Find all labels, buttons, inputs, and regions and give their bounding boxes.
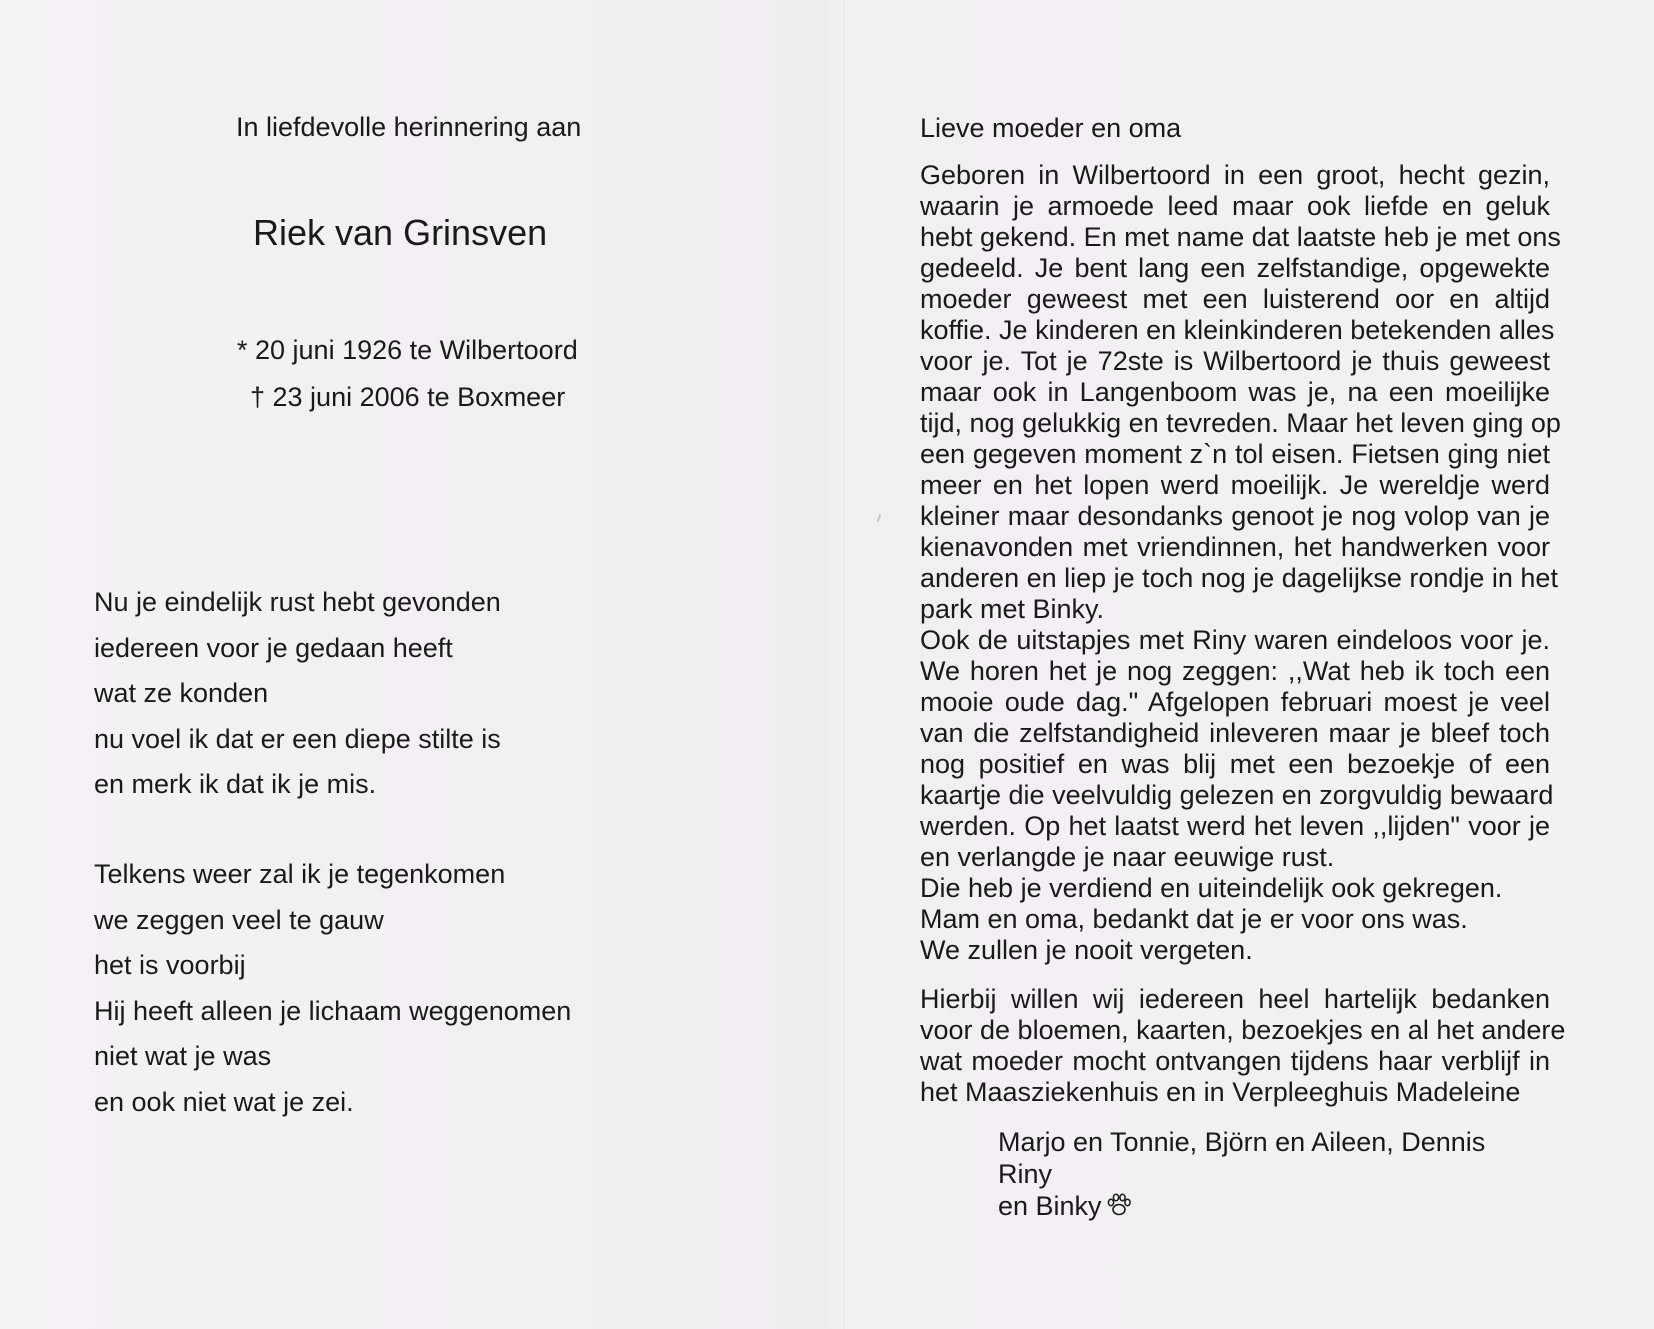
letter-line: nog positief en was blij met een bezoekje of een [920,749,1550,779]
poem-line: Nu je eindelijk rust hebt gevonden [94,587,501,617]
thanks-line: wat moeder mocht ontvangen tijdens haar verblijf in [920,1046,1550,1076]
paw-print-icon [1106,1192,1132,1218]
poem-line: het is voorbij [94,950,246,980]
letter-line: We zullen je nooit vergeten. [920,935,1253,965]
deceased-name: Riek van Grinsven [253,212,548,253]
death-date: † 23 juni 2006 te Boxmeer [250,382,566,412]
poem-line: en ook niet wat je zei. [94,1086,354,1117]
letter-line: kleiner maar desondanks genoot je nog volop van je [920,501,1550,531]
letter-line: park met Binky. [920,594,1105,624]
letter-line: een gegeven moment z`n tol eisen. Fietsen ging niet [920,439,1550,469]
thanks-line: voor de bloemen, kaarten, bezoekjes en al het andere [920,1015,1566,1045]
birth-date: * 20 juni 1926 te Wilbertoord [237,335,578,365]
letter-line: mooie oude dag." Afgelopen februari moest je veel [920,687,1550,717]
letter-body [920,160,1561,966]
letter-line: tijd, nog gelukkig en tevreden. Maar het leven ging op [920,408,1561,438]
letter-line: We horen het je nog zeggen: ,,Wat heb ik toch een [920,656,1550,686]
poem-stanza-2 [94,852,571,1125]
thanks-paragraph [920,984,1566,1108]
letter-line: Geboren in Wilbertoord in een groot, hecht gezin, [920,160,1550,190]
right-panel [845,0,1654,1329]
poem-line: Hij heeft alleen je lichaam weggenomen [94,995,572,1026]
letter-line: van die zelfstandigheid inleveren maar je bleef toch [920,718,1550,748]
letter-line: voor je. Tot je 72ste is Wilbertoord je thuis geweest [920,346,1550,376]
thanks-line: het Maasziekenhuis en in Verpleeghuis Madeleine [920,1077,1521,1107]
salutation: Lieve moeder en oma [920,113,1182,143]
poem-stanza-1 [94,580,501,808]
letter-line: werden. Op het laatst werd het leven ,,lijden" voor je [920,811,1550,841]
poem-line: niet wat je was [94,1041,272,1071]
letter-line: maar ook in Langenboom was je, na een moeilijke [920,377,1550,407]
signature-line-last [998,1190,1485,1222]
poem-line: iedereen voor je gedaan heeft [94,632,453,663]
letter-line: moeder geweest met een luisterend oor en altijd [920,284,1550,314]
letter-line: waarin je armoede leed maar ook liefde en geluk [920,191,1550,221]
letter-line: Ook de uitstapjes met Riny waren eindeloos voor je. [920,625,1550,655]
letter-line: anderen en liep je toch nog je dagelijkse rondje in het [920,563,1558,593]
poem-line: we zeggen veel te gauw [94,904,384,935]
signature-line: Riny [998,1159,1053,1189]
letter-line: kaartje die veelvuldig gelezen en zorgvuldig bewaard [920,780,1554,810]
poem-line: nu voel ik dat er een diepe stilte is [94,723,501,754]
letter-line: meer en het lopen werd moeilijk. Je wereldje werd [920,470,1550,500]
letter-line: koffie. Je kinderen en kleinkinderen betekenden alles [920,315,1555,345]
letter-line: Mam en oma, bedankt dat je er voor ons was. [920,904,1468,934]
letter-line: Die heb je verdiend en uiteindelijk ook gekregen. [920,873,1503,903]
poem-line: en merk ik dat ik je mis. [94,769,377,799]
intro-text: In liefdevolle herinnering aan [236,112,582,142]
signature-block [998,1126,1485,1222]
thanks-line: Hierbij willen wij iedereen heel hartelijk bedanken [920,984,1550,1014]
signature-line: Marjo en Tonnie, Björn en Aileen, Dennis [998,1127,1486,1157]
signature-text: en Binky [998,1191,1102,1221]
letter-line: gedeeld. Je bent lang een zelfstandige, opgewekte [920,253,1550,283]
poem-line: wat ze konden [94,678,269,708]
letter-line: hebt gekend. En met name dat laatste heb je met ons [920,222,1561,252]
letter-line: kienavonden met vriendinnen, het handwerken voor [920,532,1550,562]
letter-line: en verlangde je naar eeuwige rust. [920,842,1335,872]
poem-line: Telkens weer zal ik je tegenkomen [94,859,506,889]
